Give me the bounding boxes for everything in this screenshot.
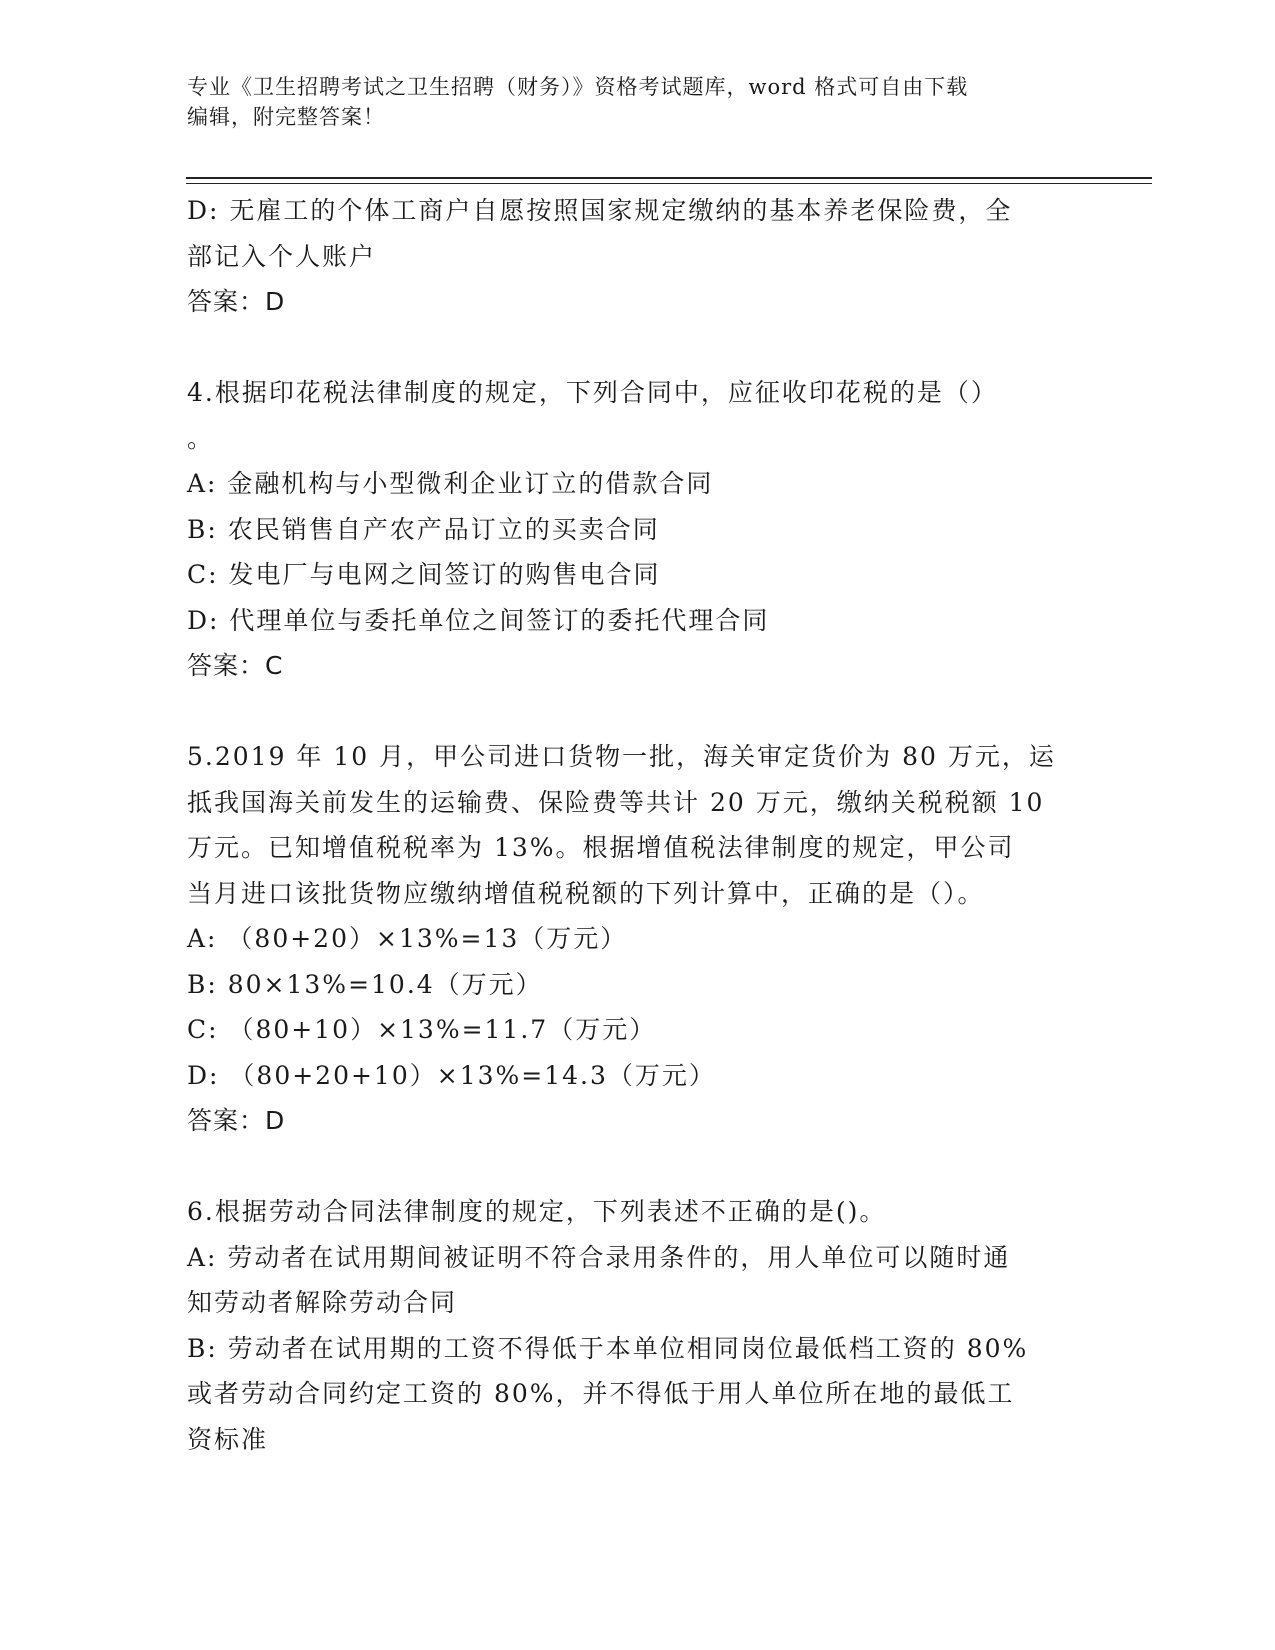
header-line-1: 专业《卫生招聘考试之卫生招聘（财务）》资格考试题库，word 格式可自由下载 bbox=[187, 75, 969, 99]
q6-option-b-line-2: 或者劳动合同约定工资的 80%，并不得低于用人单位所在地的最低工 bbox=[187, 1379, 1015, 1408]
q3-answer: 答案：D bbox=[187, 287, 286, 316]
q5-stem-line-2: 抵我国海关前发生的运输费、保险费等共计 20 万元，缴纳关税税额 10 bbox=[187, 787, 1045, 817]
q6-stem-line-1: 6.根据劳动合同法律制度的规定，下列表述不正确的是()。 bbox=[187, 1197, 887, 1226]
question-4 bbox=[187, 370, 1087, 689]
q4-option-d: D: 代理单位与委托单位之间签订的委托代理合同 bbox=[187, 605, 770, 635]
spacer bbox=[187, 1144, 1087, 1190]
document-body bbox=[187, 188, 1087, 1462]
q3-option-d-line-1: D: 无雇工的个体工商户自愿按照国家规定缴纳的基本养老保险费，全 bbox=[187, 196, 1013, 225]
header-line-2: 编辑，附完整答案！ bbox=[187, 105, 385, 129]
q6-option-a-line-1: A: 劳动者在试用期间被证明不符合录用条件的，用人单位可以随时通 bbox=[187, 1242, 1011, 1272]
q5-option-b: B: 80×13%=10.4（万元） bbox=[187, 969, 543, 999]
question-3-tail bbox=[187, 188, 1087, 325]
question-6 bbox=[187, 1189, 1087, 1462]
spacer bbox=[187, 689, 1087, 735]
q4-answer: 答案：C bbox=[187, 651, 284, 680]
header-rule-thick bbox=[186, 177, 1152, 179]
spacer bbox=[187, 325, 1087, 371]
q4-option-c: C: 发电厂与电网之间签订的购售电合同 bbox=[187, 560, 661, 589]
q4-option-a: A: 金融机构与小型微利企业订立的借款合同 bbox=[187, 469, 714, 498]
q5-option-c: C: （80+10）×13%=11.7（万元） bbox=[187, 1015, 657, 1044]
q4-stem-line-1: 4.根据印花税法律制度的规定，下列合同中，应征收印花税的是（） bbox=[187, 378, 998, 407]
q6-option-b-line-1: B: 劳动者在试用期的工资不得低于本单位相同岗位最低档工资的 80% bbox=[187, 1333, 1029, 1363]
q4-option-b: B: 农民销售自产农产品订立的买卖合同 bbox=[187, 514, 660, 544]
question-5 bbox=[187, 734, 1087, 1144]
q6-option-a-line-2: 知劳动者解除劳动合同 bbox=[187, 1288, 458, 1317]
q5-option-d: D: （80+20+10）×13%=14.3（万元） bbox=[187, 1060, 716, 1090]
q5-option-a: A: （80+20）×13%=13（万元） bbox=[187, 924, 628, 953]
q6-option-b-line-3: 资标准 bbox=[187, 1424, 269, 1454]
q4-stem-line-2: 。 bbox=[187, 423, 215, 453]
q3-option-d-line-2: 部记入个人账户 bbox=[187, 241, 377, 271]
q5-stem-line-4: 当月进口该批货物应缴纳增值税税额的下列计算中，正确的是（）。 bbox=[187, 878, 985, 908]
q5-stem-line-3: 万元。已知增值税税率为 13%。根据增值税法律制度的规定，甲公司 bbox=[187, 833, 1015, 862]
document-header bbox=[187, 72, 1067, 132]
q5-answer: 答案：D bbox=[187, 1106, 286, 1135]
header-rule-thin bbox=[186, 183, 1152, 184]
q5-stem-line-1: 5.2019 年 10 月，甲公司进口货物一批，海关审定货价为 80 万元，运 bbox=[187, 742, 1056, 771]
